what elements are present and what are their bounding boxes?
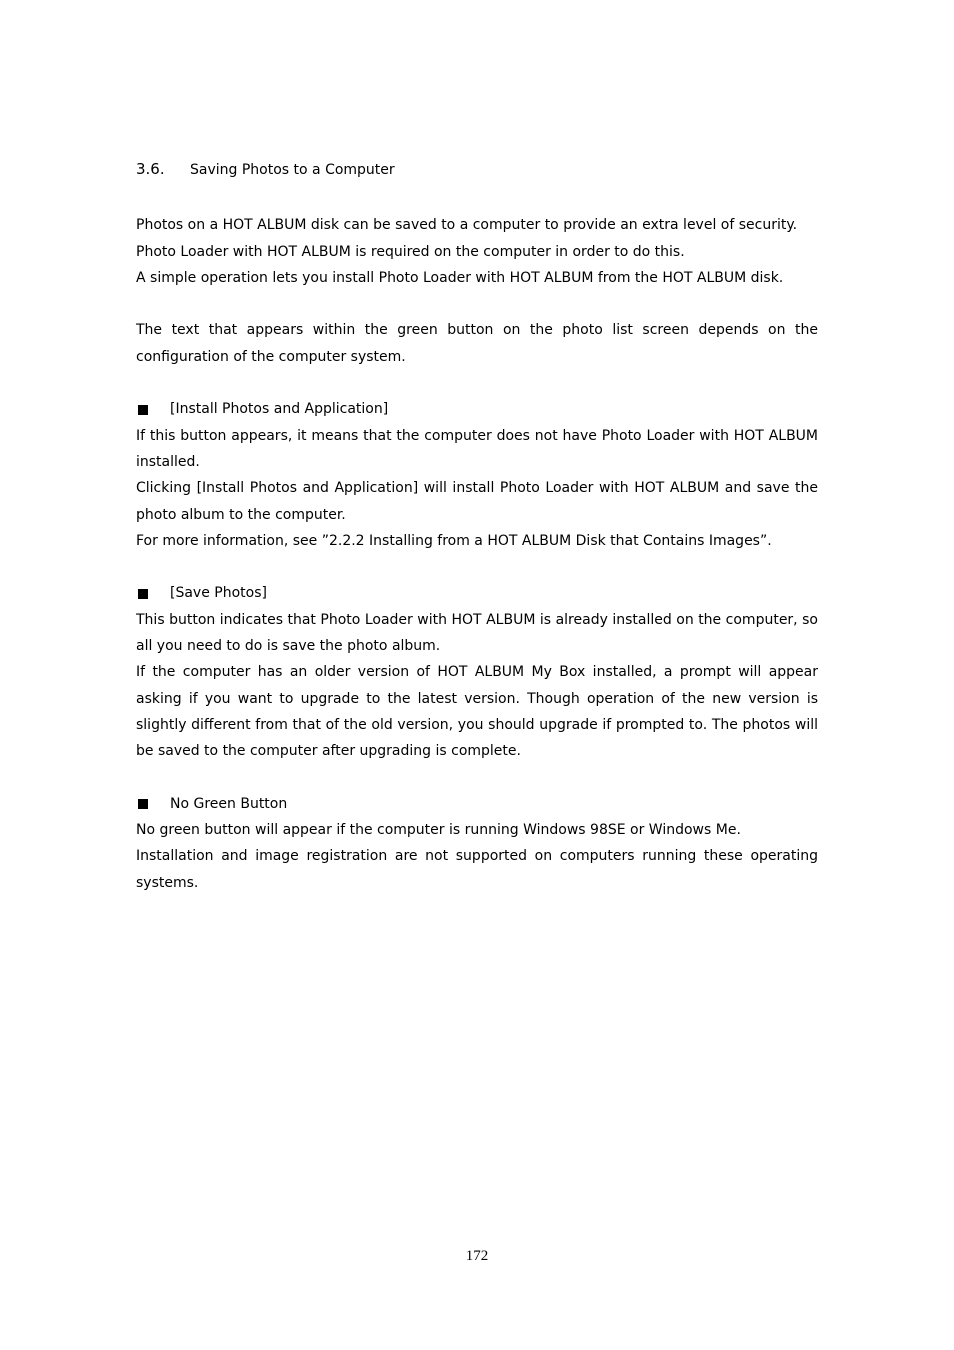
item-heading-label: [Save Photos] xyxy=(170,585,267,602)
square-bullet-icon xyxy=(138,405,148,415)
intro-paragraph: Photos on a HOT ALBUM disk can be saved to a computer to provide an extra level of security. xyxy=(136,217,798,234)
item-heading-install xyxy=(136,396,818,422)
item-paragraph: If the computer has an older version of HOT ALBUM My Box installed, a prompt will appear asking if you want to upgrade to the latest version. Though operation of the new version is slightly different from that of the old version, you should upgrade if prompted to. The photos will be saved to the computer after upgrading is complete. xyxy=(136,664,818,760)
item-heading-no-green xyxy=(136,791,818,817)
item-paragraph: Installation and image registration are not supported on computers running these operating systems. xyxy=(136,848,818,891)
page-content xyxy=(136,160,818,896)
intro-paragraph: Photo Loader with HOT ALBUM is required on the computer in order to do this. xyxy=(136,243,685,260)
square-bullet-icon xyxy=(138,589,148,599)
item-heading-label: No Green Button xyxy=(170,795,288,812)
item-paragraph: No green button will appear if the computer is running Windows 98SE or Windows Me. xyxy=(136,822,741,839)
square-bullet-icon xyxy=(138,799,148,809)
item-paragraph: This button indicates that Photo Loader with HOT ALBUM is already installed on the computer, so all you need to do is save the photo album. xyxy=(136,611,818,655)
item-paragraph: If this button appears, it means that the computer does not have Photo Loader with HOT ALBUM installed. xyxy=(136,427,818,470)
section-number: 3.6. xyxy=(136,160,165,178)
item-paragraph: For more information, see ”2.2.2 Installing from a HOT ALBUM Disk that Contains Images”. xyxy=(136,532,772,549)
intro-paragraph: A simple operation lets you install Photo Loader with HOT ALBUM from the HOT ALBUM disk. xyxy=(136,269,784,286)
section-heading xyxy=(136,160,818,186)
page-number: 172 xyxy=(465,1248,489,1264)
item-heading-label: [Install Photos and Application] xyxy=(170,401,389,418)
green-button-note: The text that appears within the green button on the photo list screen depends on the configuration of the computer system. xyxy=(136,322,818,365)
item-paragraph: Clicking [Install Photos and Application] will install Photo Loader with HOT ALBUM and save the photo album to the computer. xyxy=(136,480,818,523)
section-title: Saving Photos to a Computer xyxy=(190,162,395,178)
item-heading-save xyxy=(136,580,818,606)
